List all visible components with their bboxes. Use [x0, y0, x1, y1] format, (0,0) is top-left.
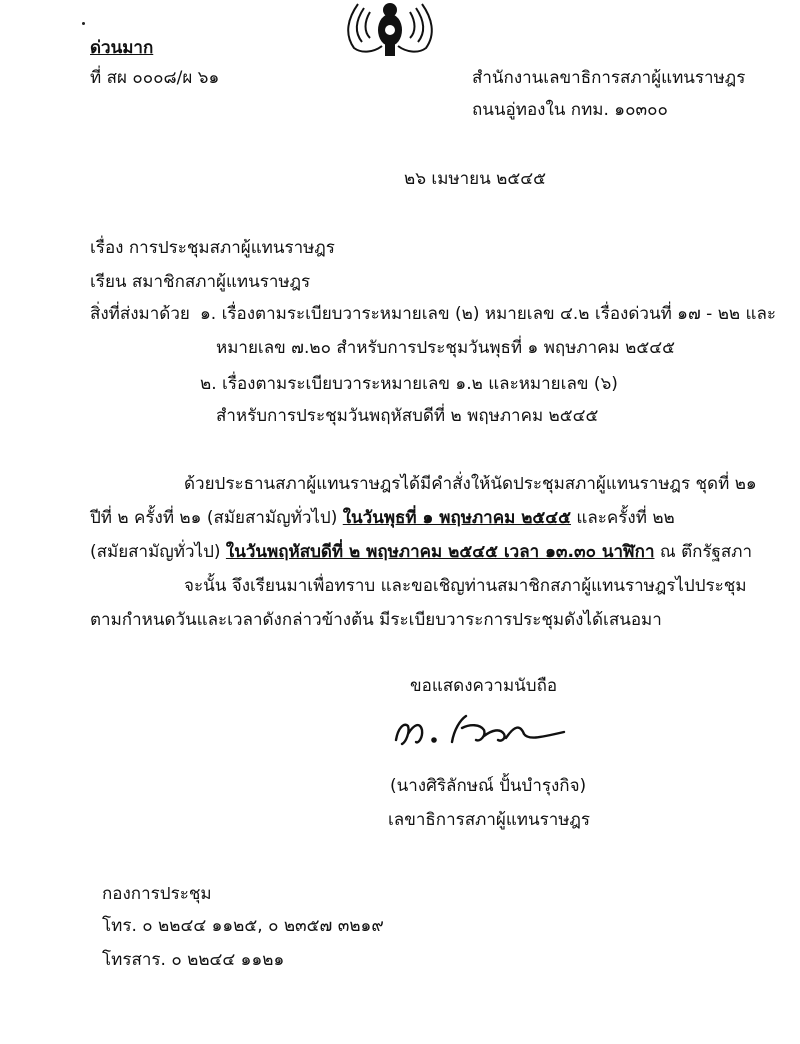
signatory-title: เลขาธิการสภาผู้แทนราษฎร: [388, 810, 591, 830]
body-paragraph-2-line-2: ตามกำหนดวันและเวลาดังกล่าวข้างต้น มีระเบียบวาระการประชุมดังได้เสนอมา: [90, 610, 662, 630]
enclosure-1-line-2: หมายเลข ๗.๒๐ สำหรับการประชุมวันพุธที่ ๑ พฤษภาคม ๒๕๔๕: [216, 338, 675, 358]
reference-number: ที่ สผ ๐๐๐๘/ผ ๖๑: [90, 68, 220, 88]
enclosure-2-line-1: ๒. เรื่องตามระเบียบวาระหมายเลข ๑.๒ และหมายเลข (๖): [200, 374, 618, 394]
addressee-line: เรียน สมาชิกสภาผู้แทนราษฎร: [90, 272, 311, 292]
closing-salutation: ขอแสดงความนับถือ: [410, 676, 558, 696]
handwritten-signature: [388, 708, 578, 750]
signatory-name: (นางศิริลักษณ์ ปั้นบำรุงกิจ): [390, 776, 587, 796]
meeting-venue: ณ ตึกรัฐสภา: [654, 542, 753, 562]
session-type: (สมัยสามัญทั่วไป): [90, 542, 226, 562]
enclosure-2-line-2: สำหรับการประชุมวันพฤหัสบดีที่ ๒ พฤษภาคม ๒๕๔๕: [216, 406, 599, 426]
fax-number: โทรสาร. ๐ ๒๒๔๔ ๑๑๒๑: [102, 950, 285, 970]
urgency-label: ด่วนมาก: [90, 38, 154, 58]
meeting-date-1: ในวันพุธที่ ๑ พฤษภาคม ๒๕๔๕: [342, 508, 572, 528]
enclosure-1-line-1: ๑. เรื่องตามระเบียบวาระหมายเลข (๒) หมายเลข ๔.๒ เรื่องด่วนที่ ๑๗ - ๒๒ และ: [200, 304, 777, 324]
session-info-2: และครั้งที่ ๒๒: [571, 508, 675, 528]
office-address: ถนนอู่ทองใน กทม. ๑๐๓๐๐: [472, 100, 668, 120]
body-paragraph-1-line-3: [90, 538, 752, 565]
body-paragraph-1-line-1: ด้วยประธานสภาผู้แทนราษฎรได้มีคำสั่งให้นัดประชุมสภาผู้แทนราษฎร ชุดที่ ๒๑: [184, 474, 757, 494]
garuda-emblem-icon: [338, 0, 442, 58]
subject-line: เรื่อง การประชุมสภาผู้แทนราษฎร: [90, 238, 335, 258]
meeting-date-2: ในวันพฤหัสบดีที่ ๒ พฤษภาคม ๒๕๔๕ เวลา ๑๓.๓๐ นาฬิกา: [225, 542, 655, 562]
document-date: ๒๖ เมษายน ๒๕๔๕: [404, 169, 546, 189]
session-info: ปีที่ ๒ ครั้งที่ ๒๑ (สมัยสามัญทั่วไป): [90, 508, 343, 528]
enclosure-label: สิ่งที่ส่งมาด้วย: [90, 304, 190, 324]
telephone-numbers: โทร. ๐ ๒๒๔๔ ๑๑๒๕, ๐ ๒๓๕๗ ๓๒๑๙: [102, 916, 384, 936]
body-paragraph-1-line-2: [90, 504, 675, 531]
office-name: สำนักงานเลขาธิการสภาผู้แทนราษฎร: [472, 68, 746, 88]
department-name: กองการประชุม: [102, 884, 212, 904]
body-paragraph-2-line-1: จะนั้น จึงเรียนมาเพื่อทราบ และขอเชิญท่านสมาชิกสภาผู้แทนราษฎรไปประชุม: [184, 576, 747, 596]
scan-speck: [82, 22, 85, 25]
